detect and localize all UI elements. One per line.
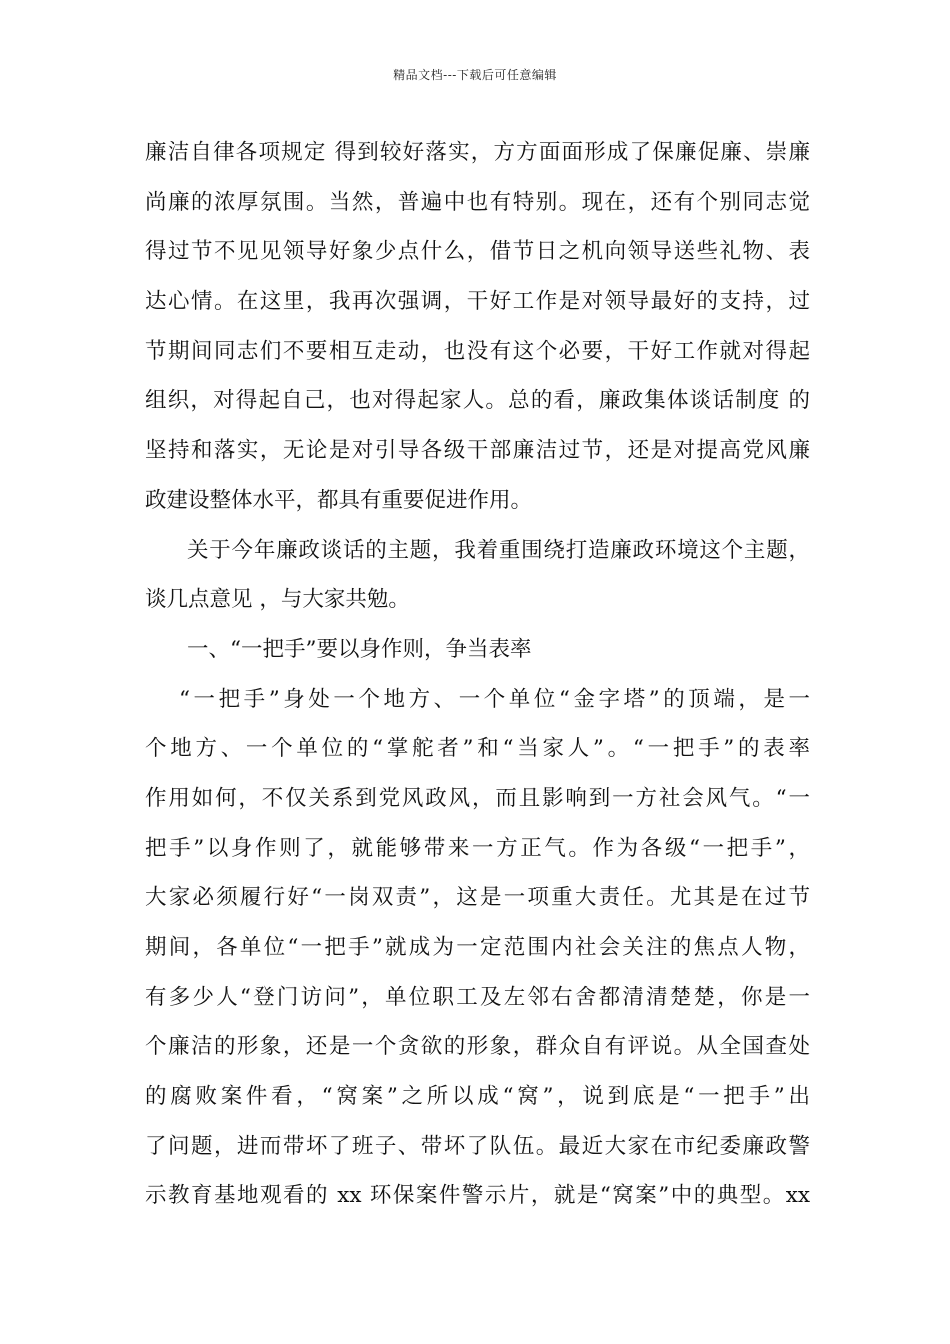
text-line: 大家必须履行好“一岗双责”，这是一项重大责任。尤其是在过节 (145, 885, 810, 911)
text-line: 个地方、一个单位的“掌舵者”和“当家人”。“一把手”的表率 (145, 736, 810, 762)
text-line: 达心情。在这里，我再次强调，干好工作是对领导最好的支持，过 (145, 289, 810, 315)
text-line: 示教育基地观看的 xx 环保案件警示片，就是“窝案”中的典型。xx (145, 1183, 810, 1209)
text-line: 尚廉的浓厚氛围。当然，普遍中也有特别。现在，还有个别同志觉 (145, 189, 810, 215)
text-line: 组织，对得起自己，也对得起家人。总的看，廉政集体谈话制度 的 (145, 388, 810, 414)
text-line: 有多少人“登门访问”，单位职工及左邻右舍都清清楚楚，你是一 (145, 984, 810, 1010)
text-line: 政建设整体水平，都具有重要促进作用。 (145, 487, 533, 513)
text-line: 期间，各单位“一把手”就成为一定范围内社会关注的焦点人物， (145, 935, 810, 960)
text-line: 作用如何，不仅关系到党风政风，而且影响到一方社会风气。“一 (145, 785, 810, 811)
text-line: 的腐败案件看，“窝案”之所以成“窝”，说到底是“一把手”出 (145, 1084, 810, 1110)
text-line: 坚持和落实，无论是对引导各级干部廉洁过节，还是对提高党风廉 (145, 438, 810, 464)
text-line: 廉洁自律各项规定 得到较好落实，方方面面形成了保廉促廉、崇廉 (145, 140, 810, 165)
text-line: 个廉洁的形象，还是一个贪欲的形象，群众自有评说。从全国查处 (145, 1034, 810, 1060)
text-line: 谈几点意见 ，与大家共勉。 (145, 587, 410, 613)
paragraph-start-line: “一把手”身处一个地方、一个单位“金字塔”的顶端，是一 (179, 686, 810, 712)
section-heading: 一、“一把手”要以身作则，争当表率 (187, 636, 532, 662)
text-line: 得过节不见见领导好象少点什么，借节日之机向领导送些礼物、表 (145, 239, 810, 265)
document-body (145, 128, 810, 1221)
text-line: 节期间同志们不要相互走动，也没有这个必要，干好工作就对得起 (145, 338, 810, 364)
page-header: 精品文档---下载后可任意编辑 (393, 68, 557, 82)
text-line: 把手”以身作则了，就能够带来一方正气。作为各级“一把手”， (145, 835, 810, 861)
paragraph-start-line: 关于今年廉政谈话的主题，我着重围绕打造廉政环境这个主题， (187, 537, 810, 563)
text-line: 了问题，进而带坏了班子、带坏了队伍。最近大家在市纪委廉政警 (145, 1133, 810, 1159)
